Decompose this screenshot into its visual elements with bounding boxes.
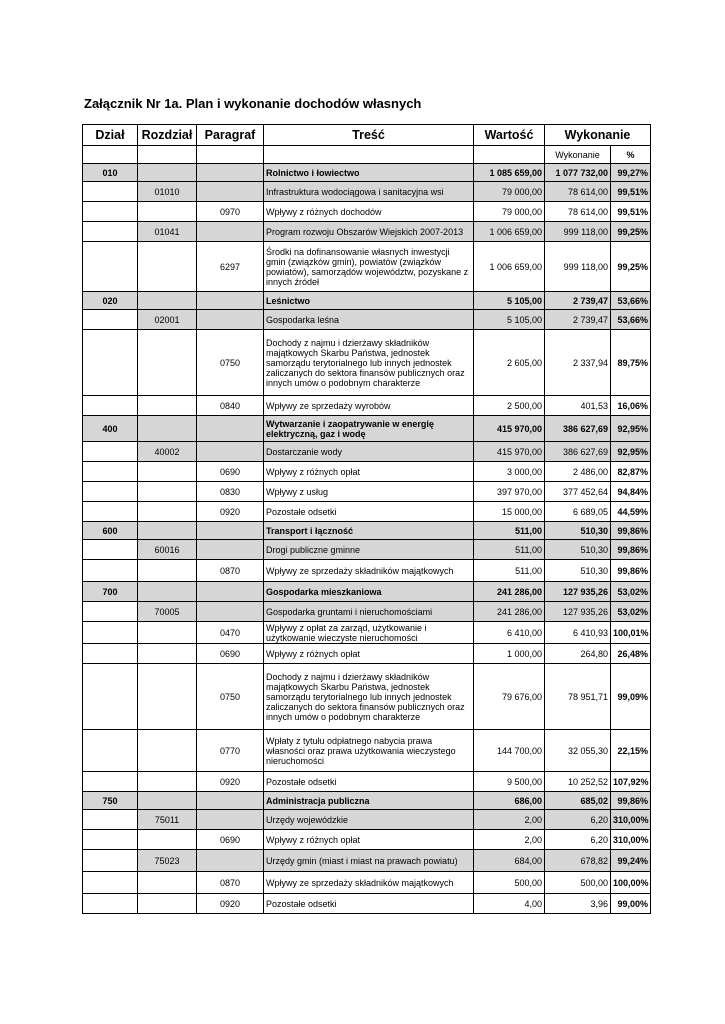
wykonanie-cell: 2 486,00 (545, 462, 611, 482)
tresc-cell: Pozostałe odsetki (264, 502, 474, 522)
paragraf-row (83, 242, 651, 292)
dzial-cell (83, 560, 138, 582)
header-blank (197, 146, 264, 164)
tresc-cell: Dochody z najmu i dzierżawy składników majątkowych Skarbu Państwa, jednostek samorządu terytorialnego lub innych jednostek zaliczanych do sektora finansów publicznych oraz innych umów o podobnym charakterze (264, 330, 474, 396)
rozdzial-cell (138, 644, 197, 664)
percent-cell: 100,01% (611, 622, 651, 644)
rozdzial-row (83, 540, 651, 560)
wartosc-cell: 1 006 659,00 (474, 242, 545, 292)
paragraf-code: 0770 (197, 730, 264, 772)
paragraf-cell (197, 540, 264, 560)
rozdzial-row (83, 810, 651, 830)
paragraf-row (83, 330, 651, 396)
wykonanie-cell: 10 252,52 (545, 772, 611, 792)
dzial-cell (83, 810, 138, 830)
percent-cell: 99,00% (611, 894, 651, 914)
rozdzial-cell (138, 560, 197, 582)
dzial-cell (83, 894, 138, 914)
tresc-cell: Transport i łączność (264, 522, 474, 540)
wartosc-cell: 511,00 (474, 560, 545, 582)
percent-cell: 99,25% (611, 222, 651, 242)
dzial-cell (83, 242, 138, 292)
paragraf-cell (197, 810, 264, 830)
percent-cell: 82,87% (611, 462, 651, 482)
rozdzial-cell (138, 582, 197, 602)
rozdzial-cell (138, 242, 197, 292)
tresc-cell: Pozostałe odsetki (264, 772, 474, 792)
tresc-cell: Wpływy z różnych opłat (264, 462, 474, 482)
tresc-cell: Rolnictwo i łowiectwo (264, 164, 474, 182)
percent-cell: 22,15% (611, 730, 651, 772)
rozdzial-cell (138, 416, 197, 442)
paragraf-cell (197, 442, 264, 462)
rozdzial-cell (138, 622, 197, 644)
wartosc-cell: 2 605,00 (474, 330, 545, 396)
wartosc-cell: 2,00 (474, 810, 545, 830)
wartosc-cell: 511,00 (474, 522, 545, 540)
income-table (82, 124, 651, 914)
wykonanie-cell: 78 614,00 (545, 202, 611, 222)
tresc-cell: Wpływy z różnych opłat (264, 830, 474, 850)
dzial-code: 020 (83, 292, 138, 310)
percent-cell: 16,06% (611, 396, 651, 416)
header-paragraf: Paragraf (197, 125, 264, 146)
wykonanie-cell: 264,80 (545, 644, 611, 664)
paragraf-row (83, 730, 651, 772)
header-percent: % (611, 146, 651, 164)
wartosc-cell: 500,00 (474, 872, 545, 894)
paragraf-code: 0690 (197, 830, 264, 850)
tresc-cell: Urzędy wojewódzkie (264, 810, 474, 830)
dzial-cell (83, 830, 138, 850)
paragraf-row (83, 482, 651, 502)
wykonanie-cell: 386 627,69 (545, 442, 611, 462)
wartosc-cell: 2 500,00 (474, 396, 545, 416)
dzial-cell (83, 644, 138, 664)
rozdzial-cell (138, 396, 197, 416)
tresc-cell: Dochody z najmu i dzierżawy składników majątkowych Skarbu Państwa, jednostek samorządu terytorialnego lub innych jednostek zaliczanych do sektora finansów publicznych oraz innych umów o podobnym charakterze (264, 664, 474, 730)
dzial-cell (83, 772, 138, 792)
percent-cell: 107,92% (611, 772, 651, 792)
percent-cell: 100,00% (611, 872, 651, 894)
rozdzial-row (83, 182, 651, 202)
rozdzial-cell (138, 830, 197, 850)
rozdzial-code: 70005 (138, 602, 197, 622)
rozdzial-code: 02001 (138, 310, 197, 330)
rozdzial-code: 01010 (138, 182, 197, 202)
percent-cell: 92,95% (611, 416, 651, 442)
wartosc-cell: 241 286,00 (474, 602, 545, 622)
dzial-cell (83, 502, 138, 522)
percent-cell: 99,24% (611, 850, 651, 872)
percent-cell: 99,51% (611, 202, 651, 222)
wartosc-cell: 144 700,00 (474, 730, 545, 772)
wykonanie-cell: 999 118,00 (545, 222, 611, 242)
percent-cell: 26,48% (611, 644, 651, 664)
dzial-row (83, 522, 651, 540)
percent-cell: 89,75% (611, 330, 651, 396)
paragraf-cell (197, 602, 264, 622)
dzial-cell (83, 602, 138, 622)
dzial-cell (83, 540, 138, 560)
wykonanie-cell: 386 627,69 (545, 416, 611, 442)
wykonanie-cell: 2 337,94 (545, 330, 611, 396)
percent-cell: 99,86% (611, 522, 651, 540)
paragraf-code: 0470 (197, 622, 264, 644)
dzial-cell (83, 202, 138, 222)
wykonanie-cell: 6 410,93 (545, 622, 611, 644)
paragraf-code: 0920 (197, 772, 264, 792)
header-tresc: Treść (264, 125, 474, 146)
wykonanie-cell: 999 118,00 (545, 242, 611, 292)
rozdzial-row (83, 602, 651, 622)
paragraf-row (83, 396, 651, 416)
paragraf-code: 6297 (197, 242, 264, 292)
paragraf-row (83, 202, 651, 222)
dzial-cell (83, 442, 138, 462)
wykonanie-cell: 377 452,64 (545, 482, 611, 502)
paragraf-code: 0690 (197, 462, 264, 482)
paragraf-code: 0750 (197, 664, 264, 730)
wartosc-cell: 3 000,00 (474, 462, 545, 482)
wartosc-cell: 1 085 659,00 (474, 164, 545, 182)
header-wykonanie-sub: Wykonanie (545, 146, 611, 164)
percent-cell: 53,02% (611, 602, 651, 622)
tresc-cell: Wytwarzanie i zaopatrywanie w energię elektryczną, gaz i wodę (264, 416, 474, 442)
dzial-code: 010 (83, 164, 138, 182)
dzial-row (83, 582, 651, 602)
wartosc-cell: 1 000,00 (474, 644, 545, 664)
tresc-cell: Dostarczanie wody (264, 442, 474, 462)
wykonanie-cell: 2 739,47 (545, 292, 611, 310)
paragraf-cell (197, 310, 264, 330)
tresc-cell: Środki na dofinansowanie własnych inwestycji gmin (związków gmin), powiatów (związków powiatów), samorządów województw, pozyskane z innych źródeł (264, 242, 474, 292)
wykonanie-cell: 678,82 (545, 850, 611, 872)
wartosc-cell: 415 970,00 (474, 442, 545, 462)
percent-cell: 92,95% (611, 442, 651, 462)
dzial-cell (83, 850, 138, 872)
paragraf-cell (197, 164, 264, 182)
tresc-cell: Program rozwoju Obszarów Wiejskich 2007-2013 (264, 222, 474, 242)
rozdzial-row (83, 310, 651, 330)
paragraf-row (83, 502, 651, 522)
wartosc-cell: 1 006 659,00 (474, 222, 545, 242)
wykonanie-cell: 2 739,47 (545, 310, 611, 330)
header-blank (474, 146, 545, 164)
paragraf-cell (197, 792, 264, 810)
percent-cell: 99,86% (611, 792, 651, 810)
wykonanie-cell: 32 055,30 (545, 730, 611, 772)
dzial-code: 750 (83, 792, 138, 810)
rozdzial-cell (138, 202, 197, 222)
paragraf-code: 0970 (197, 202, 264, 222)
tresc-cell: Gospodarka leśna (264, 310, 474, 330)
dzial-cell (83, 664, 138, 730)
paragraf-row (83, 772, 651, 792)
percent-cell: 44,59% (611, 502, 651, 522)
header-dzial: Dział (83, 125, 138, 146)
paragraf-code: 0870 (197, 560, 264, 582)
wartosc-cell: 2,00 (474, 830, 545, 850)
paragraf-code: 0840 (197, 396, 264, 416)
paragraf-cell (197, 582, 264, 602)
dzial-code: 700 (83, 582, 138, 602)
dzial-row (83, 292, 651, 310)
percent-cell: 53,66% (611, 310, 651, 330)
wartosc-cell: 686,00 (474, 792, 545, 810)
paragraf-cell (197, 416, 264, 442)
rozdzial-row (83, 850, 651, 872)
tresc-cell: Gospodarka mieszkaniowa (264, 582, 474, 602)
rozdzial-cell (138, 792, 197, 810)
tresc-cell: Infrastruktura wodociągowa i sanitacyjna wsi (264, 182, 474, 202)
paragraf-row (83, 644, 651, 664)
wartosc-cell: 4,00 (474, 894, 545, 914)
tresc-cell: Wpływy z opłat za zarząd, użytkowanie i użytkowanie wieczyste nieruchomości (264, 622, 474, 644)
paragraf-row (83, 872, 651, 894)
wartosc-cell: 79 000,00 (474, 182, 545, 202)
paragraf-code: 0920 (197, 894, 264, 914)
paragraf-cell (197, 522, 264, 540)
wartosc-cell: 415 970,00 (474, 416, 545, 442)
wartosc-cell: 79 676,00 (474, 664, 545, 730)
rozdzial-cell (138, 330, 197, 396)
dzial-cell (83, 396, 138, 416)
wykonanie-cell: 6 689,05 (545, 502, 611, 522)
percent-cell: 99,09% (611, 664, 651, 730)
paragraf-row (83, 462, 651, 482)
rozdzial-cell (138, 664, 197, 730)
paragraf-code: 0870 (197, 872, 264, 894)
percent-cell: 310,00% (611, 830, 651, 850)
percent-cell: 99,27% (611, 164, 651, 182)
wartosc-cell: 5 105,00 (474, 310, 545, 330)
dzial-cell (83, 622, 138, 644)
wykonanie-cell: 510,30 (545, 560, 611, 582)
tresc-cell: Gospodarka gruntami i nieruchomościami (264, 602, 474, 622)
rozdzial-code: 75023 (138, 850, 197, 872)
rozdzial-cell (138, 462, 197, 482)
paragraf-cell (197, 292, 264, 310)
tresc-cell: Drogi publiczne gminne (264, 540, 474, 560)
rozdzial-cell (138, 482, 197, 502)
percent-cell: 99,25% (611, 242, 651, 292)
percent-cell: 99,86% (611, 560, 651, 582)
paragraf-cell (197, 182, 264, 202)
percent-cell: 53,02% (611, 582, 651, 602)
dzial-row (83, 164, 651, 182)
header-blank (264, 146, 474, 164)
tresc-cell: Leśnictwo (264, 292, 474, 310)
paragraf-row (83, 560, 651, 582)
percent-cell: 94,84% (611, 482, 651, 502)
rozdzial-cell (138, 772, 197, 792)
tresc-cell: Wpływy z różnych dochodów (264, 202, 474, 222)
rozdzial-code: 40002 (138, 442, 197, 462)
wartosc-cell: 6 410,00 (474, 622, 545, 644)
wartosc-cell: 9 500,00 (474, 772, 545, 792)
dzial-cell (83, 462, 138, 482)
tresc-cell: Wpływy ze sprzedaży składników majątkowych (264, 560, 474, 582)
wykonanie-cell: 500,00 (545, 872, 611, 894)
paragraf-row (83, 830, 651, 850)
tresc-cell: Wpływy ze sprzedaży składników majątkowych (264, 872, 474, 894)
wartosc-cell: 241 286,00 (474, 582, 545, 602)
paragraf-code: 0830 (197, 482, 264, 502)
dzial-cell (83, 182, 138, 202)
dzial-cell (83, 222, 138, 242)
wykonanie-cell: 6,20 (545, 830, 611, 850)
dzial-cell (83, 872, 138, 894)
dzial-code: 600 (83, 522, 138, 540)
wartosc-cell: 5 105,00 (474, 292, 545, 310)
wartosc-cell: 79 000,00 (474, 202, 545, 222)
tresc-cell: Wpłaty z tytułu odpłatnego nabycia prawa własności oraz prawa użytkowania wieczystego nieruchomości (264, 730, 474, 772)
wykonanie-cell: 401,53 (545, 396, 611, 416)
rozdzial-cell (138, 522, 197, 540)
wartosc-cell: 684,00 (474, 850, 545, 872)
dzial-cell (83, 310, 138, 330)
wykonanie-cell: 6,20 (545, 810, 611, 830)
tresc-cell: Administracja publiczna (264, 792, 474, 810)
rozdzial-cell (138, 164, 197, 182)
wartosc-cell: 397 970,00 (474, 482, 545, 502)
rozdzial-code: 01041 (138, 222, 197, 242)
paragraf-row (83, 664, 651, 730)
page-title: Załącznik Nr 1a. Plan i wykonanie dochodów własnych (84, 96, 422, 111)
rozdzial-row (83, 442, 651, 462)
wykonanie-cell: 78 951,71 (545, 664, 611, 730)
paragraf-cell (197, 850, 264, 872)
table-body (83, 164, 651, 914)
wykonanie-cell: 1 077 732,00 (545, 164, 611, 182)
paragraf-cell (197, 222, 264, 242)
paragraf-row (83, 894, 651, 914)
tresc-cell: Urzędy gmin (miast i miast na prawach powiatu) (264, 850, 474, 872)
paragraf-code: 0750 (197, 330, 264, 396)
paragraf-code: 0690 (197, 644, 264, 664)
percent-cell: 99,51% (611, 182, 651, 202)
rozdzial-cell (138, 730, 197, 772)
header-wykonanie: Wykonanie (545, 125, 651, 146)
rozdzial-code: 60016 (138, 540, 197, 560)
tresc-cell: Wpływy ze sprzedaży wyrobów (264, 396, 474, 416)
wartosc-cell: 511,00 (474, 540, 545, 560)
tresc-cell: Wpływy z usług (264, 482, 474, 502)
dzial-cell (83, 330, 138, 396)
tresc-cell: Pozostałe odsetki (264, 894, 474, 914)
paragraf-row (83, 622, 651, 644)
header-rozdzial: Rozdział (138, 125, 197, 146)
wykonanie-cell: 510,30 (545, 522, 611, 540)
dzial-code: 400 (83, 416, 138, 442)
rozdzial-code: 75011 (138, 810, 197, 830)
wykonanie-cell: 127 935,26 (545, 602, 611, 622)
header-blank (83, 146, 138, 164)
wykonanie-cell: 3,96 (545, 894, 611, 914)
paragraf-code: 0920 (197, 502, 264, 522)
dzial-row (83, 416, 651, 442)
wykonanie-cell: 127 935,26 (545, 582, 611, 602)
rozdzial-cell (138, 502, 197, 522)
percent-cell: 99,86% (611, 540, 651, 560)
tresc-cell: Wpływy z różnych opłat (264, 644, 474, 664)
dzial-cell (83, 730, 138, 772)
wykonanie-cell: 78 614,00 (545, 182, 611, 202)
dzial-cell (83, 482, 138, 502)
wykonanie-cell: 685,02 (545, 792, 611, 810)
percent-cell: 310,00% (611, 810, 651, 830)
percent-cell: 53,66% (611, 292, 651, 310)
wartosc-cell: 15 000,00 (474, 502, 545, 522)
dzial-row (83, 792, 651, 810)
rozdzial-cell (138, 872, 197, 894)
rozdzial-cell (138, 292, 197, 310)
rozdzial-row (83, 222, 651, 242)
rozdzial-cell (138, 894, 197, 914)
header-wartosc: Wartość (474, 125, 545, 146)
header-blank (138, 146, 197, 164)
wykonanie-cell: 510,30 (545, 540, 611, 560)
